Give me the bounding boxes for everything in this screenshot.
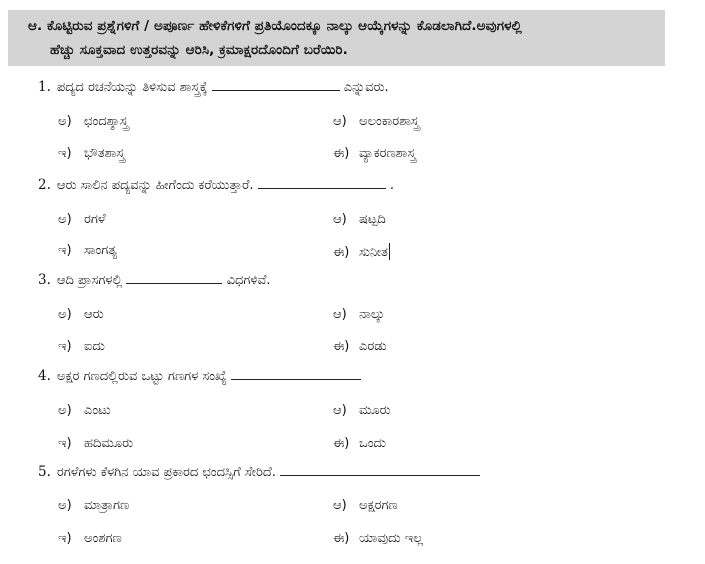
answer-blank[interactable] [126, 282, 222, 284]
option-label: ಅ) [58, 498, 72, 513]
option-label: ಈ) [333, 146, 350, 161]
option-label: ಇ) [58, 531, 72, 546]
question-number: 5. [38, 464, 51, 480]
instructions-line-1: ಆ. ಕೊಟ್ಟಿರುವ ಪ್ರಶ್ನೆಗಳಿಗೆ / ಅಪೂರ್ಣ ಹೇಳಿಕೆಗಳಿಗೆ ಪ್ರತಿಯೊಂದಕ್ಕೂ ನಾಲ್ಕು ಆಯ್ಕೆಗಳನ್ನು ಕೊಡಲಾಗಿದೆ.ಅವುಗಳಲ್ಲಿ [28, 18, 522, 34]
option-ii[interactable] [333, 243, 390, 260]
question-4 [38, 368, 361, 384]
option-i[interactable] [58, 243, 117, 258]
option-label: ಆ) [333, 114, 347, 129]
option-i[interactable] [58, 436, 133, 451]
option-text: ಭೌತಶಾಸ್ತ್ರ [84, 146, 125, 161]
question-text: ಆದಿ ಪ್ರಾಸಗಳಲ್ಲಿ [56, 273, 123, 288]
option-text: ಮಾತ್ರಾಗಣ [84, 498, 130, 513]
option-label: ಈ) [333, 339, 350, 354]
option-aa[interactable] [333, 114, 419, 129]
option-text: ಮೂರು [359, 403, 391, 418]
option-a[interactable] [58, 307, 104, 322]
option-label: ಆ) [333, 498, 347, 513]
option-text: ನಾಲ್ಕು [359, 307, 385, 322]
option-text: ಸುನೀತ [359, 245, 388, 260]
option-label: ಅ) [58, 114, 72, 129]
option-i[interactable] [58, 339, 105, 354]
question-1 [38, 79, 389, 95]
answer-blank[interactable] [258, 187, 386, 189]
option-text: ಅಲಂಕಾರಶಾಸ್ತ್ರ [359, 114, 420, 129]
question-text: ರಗಳೆಗಳು ಕೆಳಗಿನ ಯಾವ ಪ್ರಕಾರದ ಛಂದಸ್ಸಿಗೆ ಸೇರಿದೆ. [56, 465, 276, 480]
option-label: ಅ) [58, 307, 72, 322]
instructions-banner [8, 10, 665, 66]
option-label: ಆ) [333, 403, 347, 418]
option-aa[interactable] [333, 307, 385, 322]
option-label: ಅ) [58, 403, 72, 418]
option-text: ಆರು [84, 307, 104, 322]
option-label: ಈ) [333, 531, 350, 546]
option-label: ಈ) [333, 245, 350, 260]
text-cursor [389, 243, 390, 260]
option-label: ಇ) [58, 243, 72, 258]
option-label: ಆ) [333, 212, 347, 227]
question-3 [38, 272, 271, 288]
option-ii[interactable] [333, 339, 387, 354]
question-number: 4. [38, 368, 51, 384]
option-i[interactable] [58, 146, 125, 161]
option-text: ಯಾವುದು ಇಲ್ಲ [359, 531, 424, 546]
option-text: ಐದು [84, 339, 105, 354]
answer-blank[interactable] [212, 89, 340, 91]
answer-blank[interactable] [280, 474, 480, 476]
option-text: ಎಂಟು [84, 403, 111, 418]
option-a[interactable] [58, 212, 106, 227]
question-text: ಪದ್ಯದ ರಚನೆಯನ್ನು ತಿಳಿಸುವ ಶಾಸ್ತ್ರಕ್ಕೆ [56, 80, 208, 95]
option-text: ಸಾಂಗತ್ಯ [84, 243, 117, 258]
question-text-end: . [389, 178, 394, 193]
option-label: ಆ) [333, 307, 347, 322]
option-text: ಅಕ್ಷರಗಣ [359, 498, 398, 513]
instructions-line-2: ಹೆಚ್ಚು ಸೂಕ್ತವಾದ ಉತ್ತರವನ್ನು ಆರಿಸಿ, ಕ್ರಮಾಕ್ಷರದೊಂದಿಗೆ ಬರೆಯಿರಿ. [50, 42, 348, 58]
option-i[interactable] [58, 531, 122, 546]
option-a[interactable] [58, 403, 111, 418]
question-number: 2. [38, 177, 51, 193]
option-text: ಷಟ್ಪದಿ [359, 212, 386, 227]
answer-blank[interactable] [231, 378, 361, 380]
question-2 [38, 177, 394, 193]
option-text: ಅಂಶಗಣ [84, 531, 122, 546]
option-a[interactable] [58, 498, 129, 513]
option-ii[interactable] [333, 436, 386, 451]
option-text: ಛಂದಶ್ಶಾಸ್ತ್ರ [84, 114, 129, 129]
question-5 [38, 464, 480, 480]
option-label: ಇ) [58, 146, 72, 161]
option-aa[interactable] [333, 212, 386, 227]
option-label: ಅ) [58, 212, 72, 227]
option-label: ಇ) [58, 436, 72, 451]
option-ii[interactable] [333, 531, 423, 546]
question-text: ಅಕ್ಷರ ಗಣದಲ್ಲಿರುವ ಒಟ್ಟು ಗಣಗಳ ಸಂಖ್ಯೆ [56, 369, 227, 384]
question-number: 1. [38, 79, 51, 95]
question-text-end: ಎನ್ನುವರು. [343, 80, 389, 95]
option-a[interactable] [58, 114, 128, 129]
question-text-end: ವಿಧಗಳಿವೆ. [226, 273, 271, 288]
option-text: ರಗಳೆ [84, 212, 106, 227]
option-ii[interactable] [333, 146, 416, 161]
option-label: ಈ) [333, 436, 350, 451]
question-number: 3. [38, 272, 51, 288]
option-aa[interactable] [333, 498, 398, 513]
option-text: ಎರಡು [359, 339, 387, 354]
option-aa[interactable] [333, 403, 391, 418]
option-label: ಇ) [58, 339, 72, 354]
question-text: ಆರು ಸಾಲಿನ ಪದ್ಯವನ್ನು ಹೀಗೆಂದು ಕರೆಯುತ್ತಾರೆ. [56, 178, 254, 193]
option-text: ವ್ಯಾಕರಣಶಾಸ್ತ್ರ [359, 146, 416, 161]
option-text: ಒಂದು [359, 436, 387, 451]
option-text: ಹದಿಮೂರು [84, 436, 134, 451]
